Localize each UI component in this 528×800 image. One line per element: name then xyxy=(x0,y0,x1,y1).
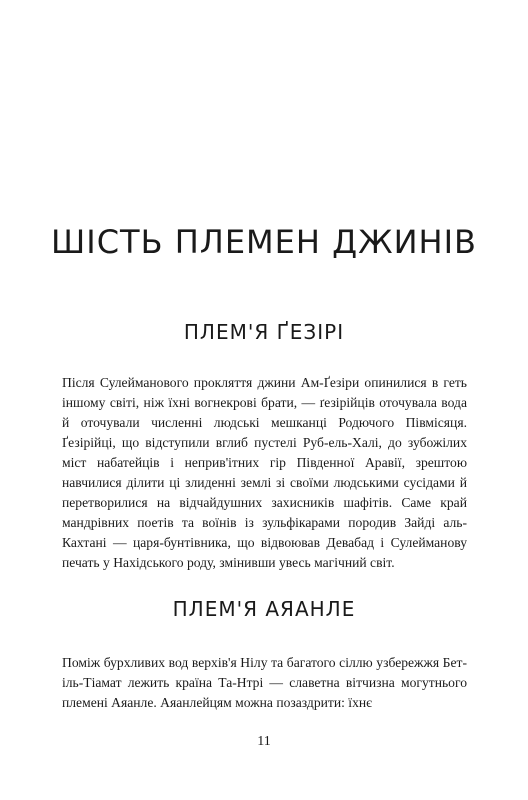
section-text-ayaanle: Поміж бурхливих вод верхів'я Нілу та багатого сіллю узбережжя Бет-іль-Тіамат лежить країна Та-Нтрі — славетна вітчизна могутнього племені Аяанле. Аяанлейцям можна позаздрити: їхнє xyxy=(62,655,467,710)
section-heading-ayaanle: ПЛЕМ'Я АЯАНЛЕ xyxy=(172,597,356,621)
section-heading-geziri: ПЛЕМ'Я ҐЕЗІРІ xyxy=(183,320,345,344)
chapter-title: ШІСТЬ ПЛЕМЕН ДЖИНІВ xyxy=(51,223,477,261)
page-number: 11 xyxy=(257,734,271,749)
section-text-geziri: Після Сулейманового прокляття джини Ам-Ґезіри опинилися в геть іншому світі, ніж їхні вогнекрові брати, — ґезірійців оточувала вода й оточували численні людські мешканці Родючого Півмісяця. Ґезірійці, що відступили вглиб пустелі Руб-ель-Халі, до зубожілих міст набатейців і неприв'ітних гір Південної Аравії, зрештою навчилися ділити ці злиденні землі зі своїми людськими сусідами й перетворилися на відчайдушних захисників шафітів. Саме край мандрівних поетів та воїнів із зульфікарами породив Зайді аль-Кахтані — царя-бунтівника, що відвоював Девабад і Сулейманову печать у Нахідського роду, змінивши увесь магічний світ. xyxy=(62,375,467,570)
